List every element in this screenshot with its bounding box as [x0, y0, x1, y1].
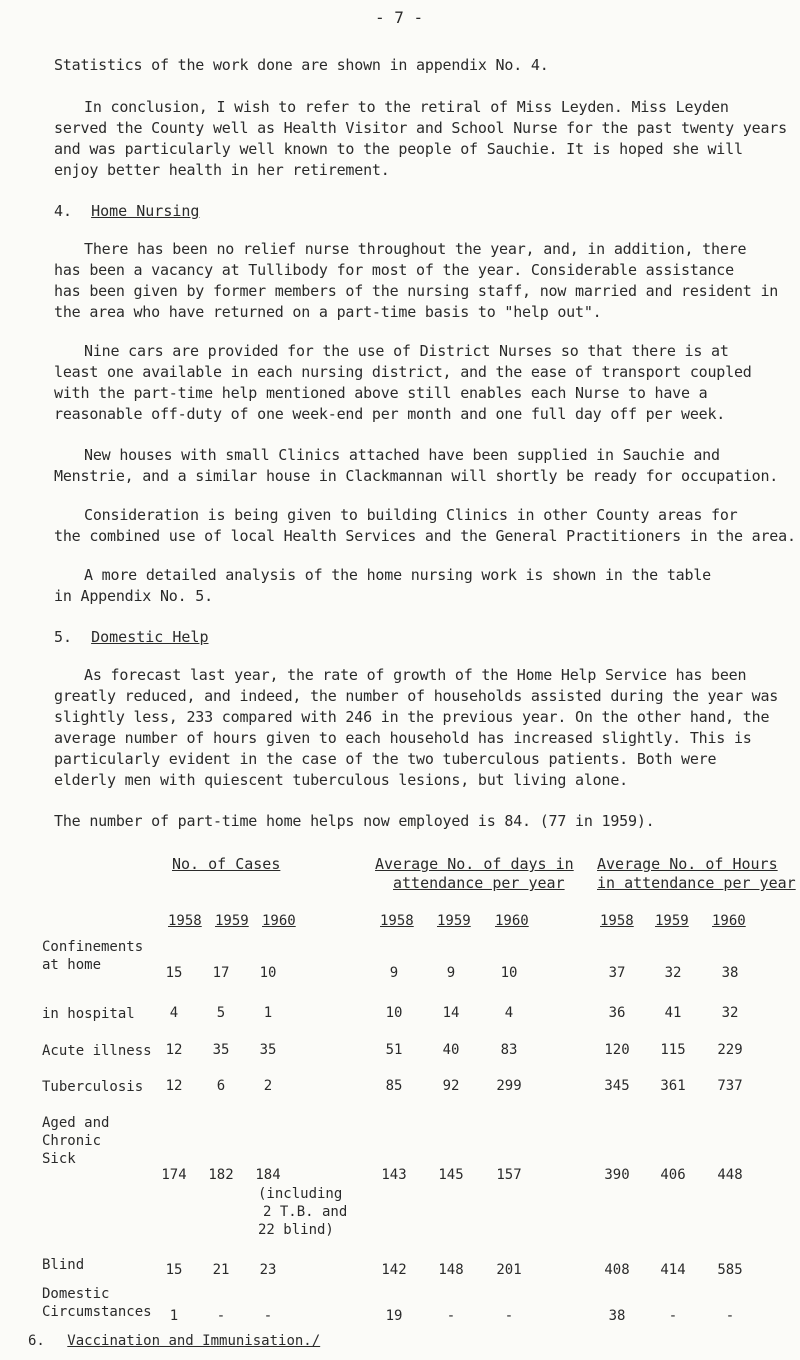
section-title: Domestic Help — [91, 628, 209, 646]
table-cell: 115 — [660, 1042, 686, 1058]
year-header: 1958 — [168, 913, 202, 929]
text-line: greatly reduced, and indeed, the number of households assisted during the year was — [54, 687, 779, 705]
section-number: 4. — [54, 202, 73, 220]
table-note: 22 blind) — [258, 1222, 334, 1238]
table-cell: 4 — [169, 1005, 179, 1021]
page-number: - 7 - — [375, 8, 424, 27]
year-header: 1959 — [655, 913, 689, 929]
table-cell: 35 — [259, 1042, 277, 1058]
table-cell: 10 — [259, 965, 277, 981]
table-cell: 12 — [165, 1042, 183, 1058]
text-line: the combined use of local Health Services and the General Practitioners in the area. — [54, 527, 796, 545]
table-cell: 17 — [212, 965, 230, 981]
text-line: slightly less, 233 compared with 246 in the previous year. On the other hand, the — [54, 708, 770, 726]
table-cell: 83 — [500, 1042, 518, 1058]
year-header: 1959 — [215, 913, 249, 929]
column-group-header: in attendance per year — [597, 874, 796, 892]
year-header: 1960 — [712, 913, 746, 929]
table-cell: 21 — [212, 1262, 230, 1278]
table-cell: 299 — [496, 1078, 522, 1094]
table-cell: 10 — [500, 965, 518, 981]
row-label: Aged and — [42, 1115, 110, 1131]
text-line: the area who have returned on a part-time basis to "help out". — [54, 303, 602, 321]
table-cell: - — [725, 1308, 735, 1324]
table-note: 2 T.B. and — [263, 1204, 348, 1220]
table-cell: 32 — [721, 1005, 739, 1021]
text-line: A more detailed analysis of the home nursing work is shown in the table — [84, 566, 711, 584]
section-number: 5. — [54, 628, 73, 646]
table-cell: 15 — [165, 965, 183, 981]
table-cell: 4 — [504, 1005, 514, 1021]
table-cell: 37 — [608, 965, 626, 981]
table-cell: 32 — [664, 965, 682, 981]
row-label: Acute illness — [42, 1043, 152, 1059]
row-label: in hospital — [42, 1006, 135, 1022]
year-header: 1958 — [380, 913, 414, 929]
text-line: Nine cars are provided for the use of District Nurses so that there is at — [84, 342, 729, 360]
table-cell: 182 — [208, 1167, 234, 1183]
table-cell: 51 — [385, 1042, 403, 1058]
row-label: at home — [42, 957, 102, 973]
table-cell: 145 — [438, 1167, 464, 1183]
text-line: enjoy better health in her retirement. — [54, 161, 390, 179]
table-cell: 143 — [381, 1167, 407, 1183]
text-line: and was particularly well known to the people of Sauchie. It is hoped she will — [54, 140, 743, 158]
text-line: served the County well as Health Visitor and School Nurse for the past twenty years — [54, 119, 787, 137]
table-cell: 92 — [442, 1078, 460, 1094]
row-label: Circumstances — [42, 1304, 152, 1320]
text-line: has been a vacancy at Tullibody for most of the year. Considerable assistance — [54, 261, 734, 279]
table-cell: 174 — [161, 1167, 187, 1183]
text-line: average number of hours given to each household has increased slightly. This is — [54, 729, 752, 747]
text-line: Menstrie, and a similar house in Clackmannan will shortly be ready for occupation. — [54, 467, 779, 485]
year-header: 1960 — [262, 913, 296, 929]
section-number: 6. — [28, 1333, 45, 1349]
table-note: (including — [258, 1186, 343, 1202]
table-cell: 5 — [216, 1005, 226, 1021]
table-cell: 41 — [664, 1005, 682, 1021]
table-cell: 1 — [263, 1005, 273, 1021]
table-cell: 19 — [385, 1308, 403, 1324]
column-group-header: No. of Cases — [172, 855, 281, 873]
row-label: Tuberculosis — [42, 1079, 144, 1095]
table-cell: 15 — [165, 1262, 183, 1278]
table-cell: 9 — [389, 965, 399, 981]
section-title: Home Nursing — [91, 202, 200, 220]
text-line: Consideration is being given to building Clinics in other County areas for — [84, 506, 738, 524]
table-cell: 2 — [263, 1078, 273, 1094]
table-cell: 361 — [660, 1078, 686, 1094]
row-label: Chronic — [42, 1133, 102, 1149]
column-group-header: Average No. of Hours — [597, 855, 778, 873]
table-cell: 408 — [604, 1262, 630, 1278]
text-line: As forecast last year, the rate of growth of the Home Help Service has been — [84, 666, 747, 684]
table-cell: - — [263, 1308, 273, 1324]
year-header: 1960 — [495, 913, 529, 929]
table-cell: 23 — [259, 1262, 277, 1278]
table-cell: 345 — [604, 1078, 630, 1094]
table-cell: 12 — [165, 1078, 183, 1094]
text-line: least one available in each nursing district, and the ease of transport coupled — [54, 363, 752, 381]
table-cell: 38 — [721, 965, 739, 981]
table-cell: 120 — [604, 1042, 630, 1058]
column-group-header: attendance per year — [393, 874, 565, 892]
table-cell: 448 — [717, 1167, 743, 1183]
table-cell: - — [668, 1308, 678, 1324]
table-cell: 201 — [496, 1262, 522, 1278]
text-line: There has been no relief nurse throughout the year, and, in addition, there — [84, 240, 747, 258]
table-cell: - — [216, 1308, 226, 1324]
row-label: Blind — [42, 1257, 85, 1273]
table-cell: 414 — [660, 1262, 686, 1278]
table-cell: 184 — [255, 1167, 281, 1183]
text-line: In conclusion, I wish to refer to the retiral of Miss Leyden. Miss Leyden — [84, 98, 729, 116]
year-header: 1958 — [600, 913, 634, 929]
table-cell: 35 — [212, 1042, 230, 1058]
home-helps-line: The number of part-time home helps now employed is 84. (77 in 1959). — [54, 812, 655, 830]
row-label: Confinements — [42, 939, 144, 955]
text-line: New houses with small Clinics attached have been supplied in Sauchie and — [84, 446, 720, 464]
text-line: with the part-time help mentioned above still enables each Nurse to have a — [54, 384, 708, 402]
table-cell: 40 — [442, 1042, 460, 1058]
table-cell: 1 — [169, 1308, 179, 1324]
table-cell: 157 — [496, 1167, 522, 1183]
section-heading-vaccination — [28, 1333, 320, 1349]
table-cell: 9 — [446, 965, 456, 981]
table-cell: 229 — [717, 1042, 743, 1058]
table-cell: 142 — [381, 1262, 407, 1278]
table-cell: 6 — [216, 1078, 226, 1094]
table-cell: - — [504, 1308, 514, 1324]
text-line: has been given by former members of the nursing staff, now married and resident in — [54, 282, 779, 300]
table-cell: 390 — [604, 1167, 630, 1183]
table-cell: 14 — [442, 1005, 460, 1021]
row-label: Sick — [42, 1151, 76, 1167]
intro-line: Statistics of the work done are shown in appendix No. 4. — [54, 56, 549, 74]
table-cell: 406 — [660, 1167, 686, 1183]
row-label: Domestic — [42, 1286, 110, 1302]
column-group-header: Average No. of days in — [375, 855, 574, 873]
table-cell: 737 — [717, 1078, 743, 1094]
section-heading-domestic-help — [54, 628, 209, 646]
table-cell: 148 — [438, 1262, 464, 1278]
table-cell: 85 — [385, 1078, 403, 1094]
table-cell: 585 — [717, 1262, 743, 1278]
table-cell: 10 — [385, 1005, 403, 1021]
text-line: in Appendix No. 5. — [54, 587, 213, 605]
table-cell: 38 — [608, 1308, 626, 1324]
table-cell: 36 — [608, 1005, 626, 1021]
section-title: Vaccination and Immunisation./ — [67, 1333, 321, 1349]
text-line: elderly men with quiescent tuberculous lesions, but living alone. — [54, 771, 628, 789]
text-line: reasonable off-duty of one week-end per month and one full day off per week. — [54, 405, 726, 423]
section-heading-home-nursing — [54, 202, 199, 220]
text-line: particularly evident in the case of the two tuberculous patients. Both were — [54, 750, 717, 768]
table-cell: - — [446, 1308, 456, 1324]
year-header: 1959 — [437, 913, 471, 929]
